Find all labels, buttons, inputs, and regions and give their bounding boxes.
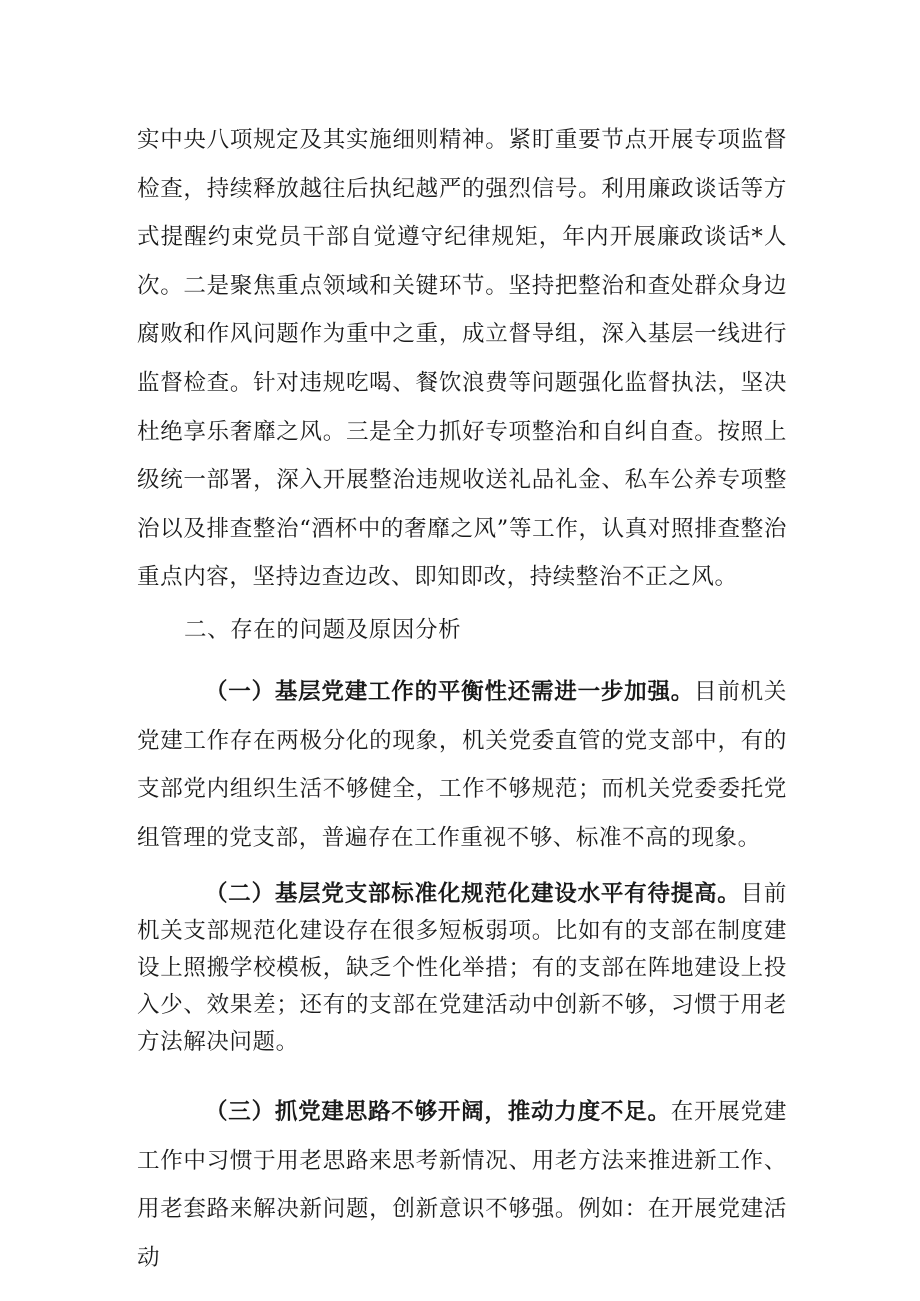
section-heading: 二、存在的问题及原因分析 (184, 617, 462, 643)
problem-item-3-title: （三）抓党建思路不够开阔，推动力度不足。 (205, 1099, 671, 1125)
intro-paragraph: 实中央八项规定及其实施细则精神。紧盯重要节点开展专项监督检查，持续释放越往后执纪越严的强烈信号。利用廉政谈话等方式提醒约束党员干部自觉遵守纪律规矩，年内开展廉政谈话*人次。二是聚焦重点领域和关键环节。坚持把整治和查处群众身边腐败和作风问题作为重中之重，成立督导组，深入基层一线进行监督检查。针对违规吃喝、餐饮浪费等问题强化监督执法，坚决杜绝享乐奢靡之风。三是全力抓好专项整治和自纠自查。按照上级统一部署，深入开展整治违规收送礼品礼金、私车公养专项整治以及排查整治“酒杯中的奢靡之风”等工作，认真对照排查整治重点内容，坚持边查边改、即知即改，持续整治不正之风。 (137, 127, 787, 591)
problem-item-3-text: 在开展党建工作中习惯于用老思路来思考新情况、用老方法来推进新工作、用老套路来解决新问题，创新意识不够强。例如：在开展党建活动 (137, 1099, 787, 1271)
problem-item-1-text: 目前机关党建工作存在两极分化的现象，机关党委直管的党支部中，有的支部党内组织生活不够健全，工作不够规范；而机关党委委托党组管理的党支部，普遍存在工作重视不够、标准不高的现象。 (137, 679, 787, 851)
problem-item-2-text: 目前机关支部规范化建设存在很多短板弱项。比如有的支部在制度建设上照搬学校模板，缺乏个性化举措；有的支部在阵地建设上投入少、效果差；还有的支部在党建活动中创新不够，习惯于用老方法解决问题。 (137, 881, 787, 1055)
problem-item-1-title: （一）基层党建工作的平衡性还需进一步加强。 (205, 679, 695, 705)
problem-item-1 (137, 668, 787, 862)
problem-item-2 (137, 876, 787, 1061)
problem-item-2-title: （二）基层党支部标准化规范化建设水平有待提高。 (205, 881, 741, 907)
problem-item-3 (137, 1088, 787, 1282)
